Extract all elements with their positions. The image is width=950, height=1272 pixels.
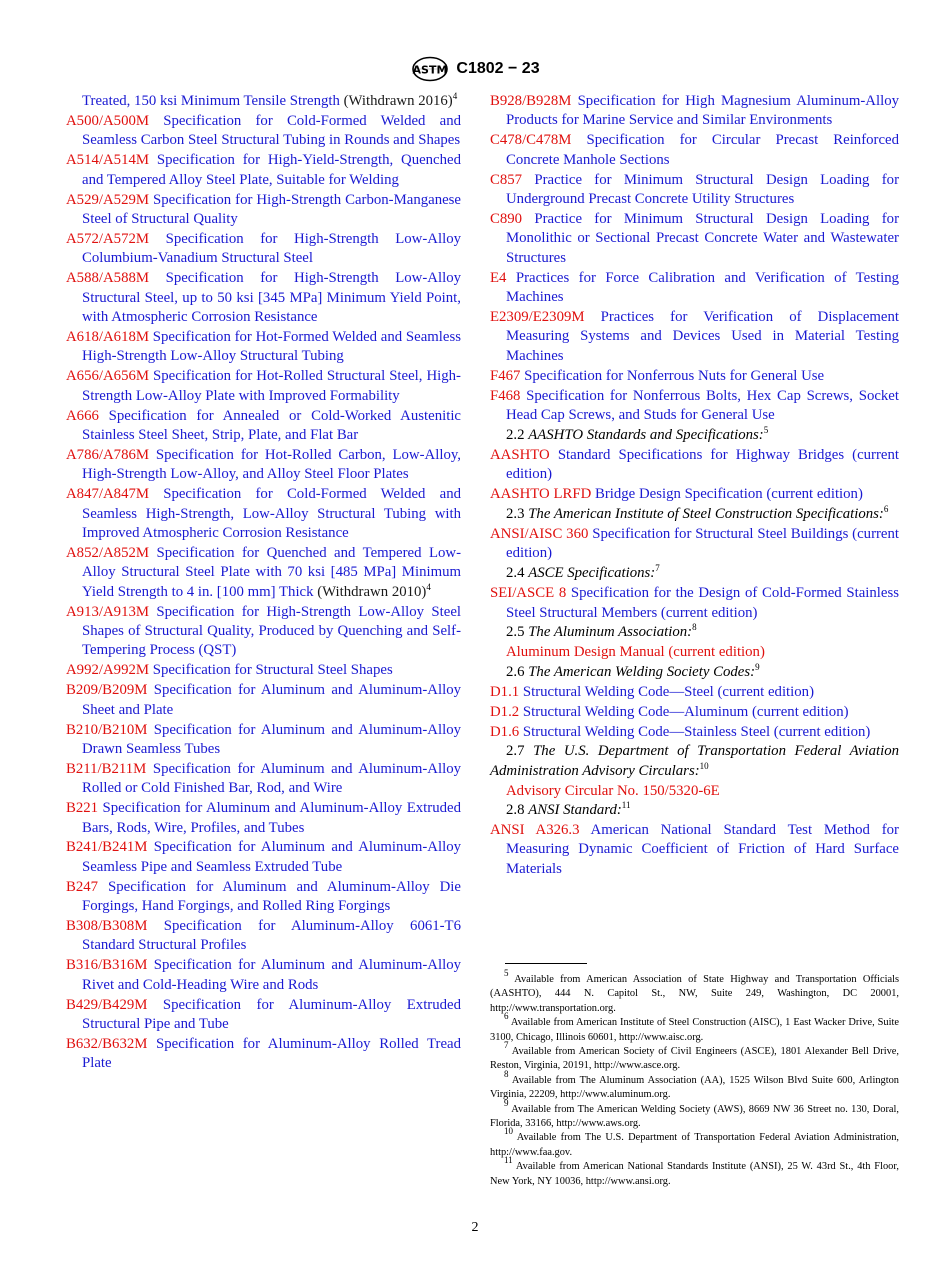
footnote-text: Available from American Institute of Steel Construction (AISC), 1 East Wacker Drive, Suite 3100, Chicago, Illinois 60601, http://www.aisc.org. [490, 1017, 899, 1043]
reference-title[interactable]: Specification for Structural Steel Shapes [149, 662, 393, 679]
reference-code[interactable]: B429/B429M [66, 996, 148, 1013]
reference-title[interactable]: American National Standard Test Method for Measuring Dynamic Coefficient of Friction of Hard Surface Materials [506, 822, 899, 877]
reference-code[interactable]: B241/B241M [66, 839, 148, 856]
reference-item[interactable] [66, 760, 461, 799]
reference-item[interactable] [66, 446, 461, 485]
reference-title[interactable]: Specification for Aluminum-Alloy Extruded Structural Pipe and Tube [82, 996, 461, 1033]
left-column [66, 92, 461, 1074]
section-2-8: 2.8 ANSI Standard:$^{11}$ [506, 800, 631, 819]
reference-title[interactable]: Practices for Verification of Displacement Measuring Systems and Devices Used in Material Testing Machines [506, 308, 899, 364]
reference-item[interactable] [66, 191, 461, 230]
footnote-text: Available from The American Welding Society (AWS), 8669 NW 36 Street no. 130, Doral, Florida, 33166, http://www.aws.org. [490, 1103, 899, 1130]
reference-item[interactable] [66, 838, 461, 877]
section-2-3: 2.3 The American Institute of Steel Construction Specifications:$^6$ [506, 504, 889, 523]
reference-code[interactable]: B211/B211M [66, 760, 147, 777]
reference-code[interactable]: B308/B308M [66, 918, 148, 935]
reference-title[interactable]: Specification for Hot-Rolled Structural Steel, High-Strength Low-Alloy Plate with Improved Formability [82, 368, 461, 404]
reference-title[interactable]: Specification for High-Strength Low-Alloy Columbium-Vanadium Structural Steel [82, 230, 461, 267]
reference-code[interactable]: ANSI/AISC 360 [490, 525, 589, 542]
reference-title[interactable]: Practice for Minimum Structural Design Loading for Underground Precast Concrete Utility Structures [506, 171, 899, 208]
reference-code[interactable]: B210/B210M [66, 721, 148, 738]
footnote-number: 10 [504, 1126, 513, 1137]
reference-code[interactable]: A500/A500M [66, 112, 150, 129]
reference-title[interactable]: Specification for High Magnesium Aluminum-Alloy Products for Marine Service and Similar Environments [506, 93, 899, 129]
reference-code[interactable]: A992/A992M [66, 662, 150, 679]
section-2-2: 2.2 AASHTO Standards and Specifications:$^5$ [506, 424, 769, 443]
reference-title[interactable]: Specification for Hot-Rolled Carbon, Low-Alloy, High-Strength Low-Alloy, and Alloy Steel Floor Plates [82, 446, 461, 483]
footnote-text: Available from The Aluminum Association (AA), 1525 Wilson Blvd Suite 600, Arlington Virginia, 22209, http://www.aluminum.org. [490, 1074, 899, 1101]
reference-title[interactable]: Specification for Quenched and Tempered Low-Alloy Structural Steel Plate with 70 ksi [485 MPa] Minimum Yield Strength to 4 in. [100 mm] Thick [82, 544, 461, 600]
reference-item[interactable] [66, 485, 461, 543]
reference-code[interactable]: A666 [66, 407, 99, 424]
reference-item[interactable] [490, 584, 899, 623]
reference-item[interactable] [66, 661, 461, 680]
reference-item[interactable] [490, 446, 899, 485]
reference-title[interactable]: Structural Welding Code—Stainless Steel (current edition) [519, 723, 871, 740]
reference-item[interactable] [66, 603, 461, 661]
reference-item[interactable] [490, 269, 899, 308]
page-header [0, 56, 950, 82]
aluminum-design-manual-link[interactable]: Aluminum Design Manual (current edition) [506, 644, 765, 661]
reference-code[interactable]: C890 [490, 210, 523, 227]
reference-title[interactable]: Specification for Aluminum-Alloy 6061-T6 Standard Structural Profiles [82, 918, 461, 954]
reference-item[interactable] [66, 917, 461, 956]
right-references-group-1 [490, 92, 899, 425]
reference-title[interactable]: Specification for High-Yield-Strength, Quenched and Tempered Alloy Steel Plate, Suitable for Welding [82, 152, 461, 188]
reference-item[interactable] [490, 387, 899, 426]
references-2-6 [490, 683, 899, 742]
reference-title[interactable]: Specification for Annealed or Cold-Worked Austenitic Stainless Steel Sheet, Strip, Plate, and Flat Bar [82, 407, 461, 443]
reference-code[interactable]: ANSI A326.3 [490, 822, 580, 839]
reference-title[interactable]: Specification for Aluminum and Aluminum-Alloy Seamless Pipe and Seamless Extruded Tube [82, 839, 461, 875]
reference-item[interactable] [66, 151, 461, 190]
withdrawn-note: (Withdrawn 2010) [313, 583, 427, 600]
reference-code[interactable]: E2309/E2309M [490, 308, 585, 325]
reference-code[interactable]: F468 [490, 387, 521, 404]
footnote-text: Available from American Society of Civil Engineers (ASCE), 1801 Alexander Bell Drive, Reston, Virginia, 20191, http://www.asce.org. [490, 1046, 899, 1072]
reference-code[interactable]: B316/B316M [66, 957, 148, 974]
reference-title[interactable]: Standard Specifications for Highway Bridges (current edition) [506, 446, 899, 483]
reference-title[interactable]: Practices for Force Calibration and Verification of Testing Machines [506, 269, 899, 306]
reference-item[interactable] [66, 367, 461, 406]
reference-code[interactable]: C857 [490, 171, 523, 188]
footnote-text: Available from American Association of State Highway and Transportation Officials (AASHTO), 444 N. Capitol St., NW, Suite 249, Washington, DC 20001, http://www.transportation.org. [490, 974, 899, 1014]
reference-title[interactable]: Specification for Cold-Formed Welded and Seamless Carbon Steel Structural Tubing in Rounds and Shapes [82, 112, 461, 149]
reference-code[interactable]: A529/A529M [66, 191, 150, 208]
reference-item[interactable] [490, 723, 899, 742]
footnote-number: 8 [504, 1068, 509, 1079]
footnote-number: 6 [504, 1011, 509, 1022]
reference-item[interactable] [490, 171, 899, 210]
reference-item[interactable] [66, 230, 461, 269]
reference-item[interactable] [66, 112, 461, 151]
footnote-marker: 4 [452, 91, 458, 101]
reference-code[interactable]: AASHTO [490, 446, 550, 463]
reference-title[interactable]: Specification for Hot-Formed Welded and Seamless High-Strength Low-Alloy Structural Tubing [82, 328, 461, 365]
section-2-4: 2.4 ASCE Specifications:$^7$ [506, 563, 660, 582]
reference-title[interactable]: Specification for Aluminum and Aluminum-Alloy Extruded Bars, Rods, Wire, Profiles, and Tubes [82, 800, 461, 836]
right-column [490, 92, 899, 880]
reference-title[interactable]: Specification for Structural Steel Buildings (current edition) [506, 525, 899, 562]
reference-code[interactable]: D1.2 [490, 703, 520, 720]
footnote-text: Available from American National Standards Institute (ANSI), 25 W. 43rd St., 4th Floor, New York, NY 10036, http://www.ansi.org. [490, 1161, 899, 1187]
reference-title[interactable]: Specification for Aluminum and Aluminum-Alloy Rolled or Cold Finished Bar, Rod, and Wire [82, 760, 461, 797]
reference-code[interactable]: B221 [66, 800, 99, 817]
reference-title[interactable]: Specification for Aluminum and Aluminum-Alloy Drawn Seamless Tubes [82, 721, 461, 757]
references-2-4 [490, 584, 899, 623]
references-2-2 [490, 446, 899, 505]
astm-logo-icon [410, 56, 450, 82]
svg-text:ASTM: ASTM [412, 63, 448, 77]
reference-code[interactable]: E4 [490, 269, 507, 286]
reference-code[interactable]: A588/A588M [66, 270, 150, 287]
footnote-text: Available from The U.S. Department of Transportation Federal Aviation Administration, http://www.faa.gov. [490, 1132, 899, 1158]
reference-item[interactable] [490, 308, 899, 366]
reference-item[interactable] [66, 92, 461, 111]
reference-item[interactable] [66, 407, 461, 446]
document-number: C1802 − 23 [456, 60, 540, 77]
reference-item[interactable] [490, 210, 899, 268]
reference-code[interactable]: A786/A786M [66, 446, 150, 463]
reference-code[interactable]: C478/C478M [490, 132, 572, 149]
reference-code[interactable]: SEI/ASCE 8 [490, 585, 567, 602]
page-number: 2 [471, 1220, 479, 1235]
reference-code[interactable]: B209/B209M [66, 682, 148, 699]
reference-item[interactable] [66, 956, 461, 995]
advisory-circular-link[interactable]: Advisory Circular No. 150/5320-6E [506, 782, 720, 799]
references-2-3 [490, 525, 899, 564]
reference-item[interactable] [490, 367, 899, 386]
footnotes [490, 968, 899, 1189]
reference-item[interactable] [490, 525, 899, 564]
reference-item[interactable] [490, 485, 899, 504]
reference-item[interactable] [66, 878, 461, 917]
references-2-8 [490, 821, 899, 879]
footnote-marker: 4 [426, 581, 431, 592]
section-2-5: 2.5 The Aluminum Association:$^8$ [506, 622, 697, 641]
reference-title[interactable]: Specification for Aluminum-Alloy Rolled Tread Plate [82, 1036, 461, 1072]
footnote [490, 1155, 899, 1189]
reference-code[interactable]: A618/A618M [66, 328, 150, 345]
reference-title[interactable]: Specification for Aluminum and Aluminum-Alloy Sheet and Plate [82, 682, 461, 718]
reference-item[interactable] [490, 92, 899, 131]
reference-code[interactable]: A514/A514M [66, 152, 150, 169]
reference-code[interactable]: A656/A656M [66, 368, 150, 385]
reference-item[interactable] [66, 721, 461, 760]
reference-item[interactable] [66, 269, 461, 327]
footnote-number: 11 [504, 1155, 513, 1166]
footnote [490, 1011, 899, 1045]
footnote [490, 1097, 899, 1132]
reference-item[interactable] [490, 703, 899, 722]
reference-title[interactable]: Specification for Cold-Formed Welded and Seamless High-Strength, Low-Alloy Structural Tubing with Improved Atmospheric Corrosion Resistance [82, 486, 461, 541]
footnote-number: 7 [504, 1040, 509, 1051]
reference-item[interactable] [66, 544, 461, 602]
reference-code[interactable]: F467 [490, 367, 521, 384]
reference-title[interactable]: Bridge Design Specification (current edition) [591, 486, 863, 503]
reference-item[interactable] [66, 1035, 461, 1074]
reference-title[interactable]: Specification for Aluminum and Aluminum-Alloy Rivet and Cold-Heading Wire and Rods [82, 957, 461, 993]
reference-title[interactable]: Specification for High-Strength Low-Alloy Structural Steel, up to 50 ksi [345 MPa] Minimum Yield Point, with Atmospheric Corrosion Resistance [82, 270, 461, 325]
footnote [490, 968, 899, 1016]
reference-title[interactable]: Treated, 150 ksi Minimum Tensile Strength [82, 93, 340, 109]
reference-title[interactable]: Specification for Nonferrous Bolts, Hex Cap Screws, Socket Head Cap Screws, and Studs for General Use [506, 387, 899, 423]
footnote [490, 1126, 899, 1160]
section-2-6: 2.6 The American Welding Society Codes:$^9$ [506, 661, 760, 680]
reference-title[interactable]: Specification for High-Strength Carbon-Manganese Steel of Structural Quality [82, 191, 461, 227]
reference-title[interactable]: Structural Welding Code—Aluminum (current edition) [519, 703, 849, 720]
reference-code[interactable]: D1.6 [490, 723, 520, 740]
footnote-number: 5 [504, 968, 509, 978]
reference-item[interactable] [66, 799, 461, 838]
reference-title[interactable]: Specification for Nonferrous Nuts for General Use [520, 367, 825, 384]
section-2-7: 2.7 The U.S. Department of Transportation Federal Aviation Administration Advisory Circulars:$^{10}$ [490, 743, 899, 779]
footnote-divider [505, 963, 587, 964]
reference-code[interactable]: A847/A847M [66, 486, 150, 503]
reference-title[interactable]: Specification for High-Strength Low-Alloy Steel Shapes of Structural Quality, Produced by Quenching and Self-Tempering Process (QST) [82, 603, 461, 659]
reference-code[interactable]: A913/A913M [66, 603, 150, 620]
reference-code[interactable]: B928/B928M [490, 93, 572, 109]
reference-item[interactable] [490, 131, 899, 170]
reference-title[interactable]: Specification for Circular Precast Reinforced Concrete Manhole Sections [506, 132, 899, 168]
reference-item[interactable] [66, 996, 461, 1035]
footnote [490, 1040, 899, 1074]
reference-item[interactable] [66, 328, 461, 367]
reference-title[interactable]: Practice for Minimum Structural Design Loading for Monolithic or Sectional Precast Concrete Water and Wastewater Structures [506, 210, 899, 266]
footnote [490, 1068, 899, 1103]
reference-code[interactable]: A852/A852M [66, 544, 150, 561]
reference-title[interactable]: Specification for Aluminum and Aluminum-Alloy Die Forgings, Hand Forgings, and Rolled Ring Forgings [82, 878, 461, 915]
reference-title[interactable]: Specification for the Design of Cold-Formed Stainless Steel Structural Members (current edition) [506, 585, 899, 621]
withdrawn-note: (Withdrawn 2016) [339, 93, 453, 109]
footnote-number: 9 [504, 1097, 509, 1108]
reference-code[interactable]: D1.1 [490, 683, 520, 700]
reference-code[interactable]: AASHTO LRFD [490, 486, 592, 503]
reference-item[interactable] [490, 821, 899, 879]
reference-code[interactable]: B247 [66, 878, 99, 895]
reference-code[interactable]: B632/B632M [66, 1036, 148, 1052]
reference-code[interactable]: A572/A572M [66, 230, 150, 247]
reference-title[interactable]: Structural Welding Code—Steel (current edition) [519, 683, 814, 700]
reference-item[interactable] [490, 683, 899, 702]
reference-item[interactable] [66, 681, 461, 720]
